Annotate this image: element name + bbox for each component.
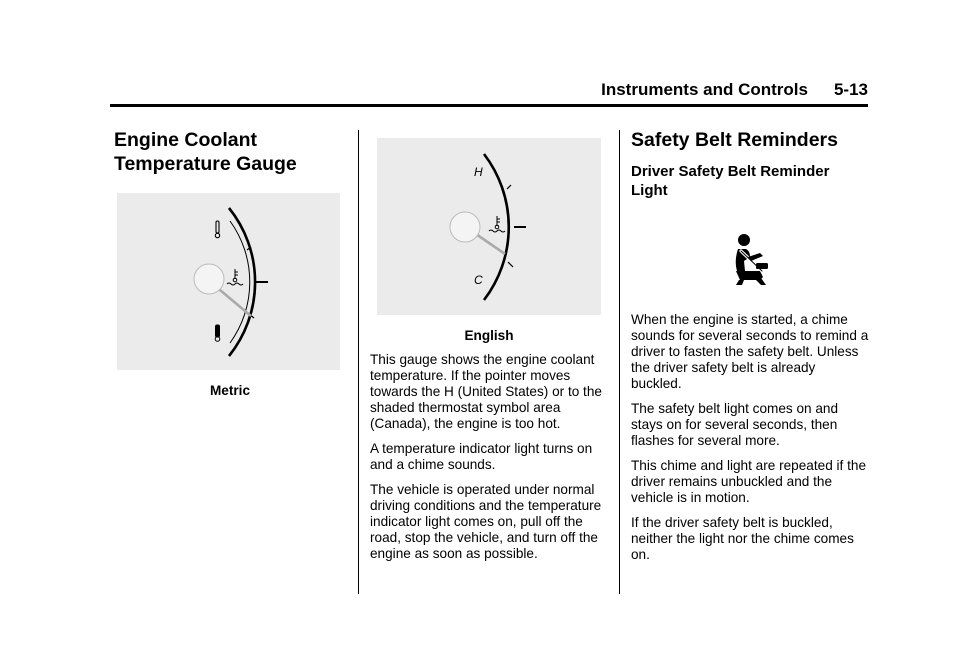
header-page-number: 5-13 (833, 80, 868, 99)
column-divider-left (358, 130, 359, 594)
seatbelt-reminder-icon (730, 233, 772, 285)
driver-belt-reminder-subheading-line2: Light (631, 182, 668, 199)
gauge-description-paragraph: This gauge shows the engine coolant temperature. If the pointer moves towards the H (United States) or to the shaded thermostat symbol area (Canada), the engine is too hot. (370, 352, 602, 431)
belt-light-paragraph: The safety belt light comes on and stays on for several seconds, then flashes for several more. (631, 401, 839, 448)
column-divider-right (619, 130, 620, 594)
seatbelt-icon-wrapper (730, 233, 772, 285)
coolant-gauge-english-icon (377, 138, 601, 315)
chime-paragraph: When the engine is started, a chime sounds for several seconds to remind a driver to fasten the safety belt. Unless the driver safety belt is already buckled. (631, 312, 869, 391)
gauge-high-label: H (474, 165, 483, 179)
column-1 (114, 128, 346, 399)
driver-belt-reminder-subheading (631, 162, 869, 200)
running-header (110, 80, 868, 104)
english-gauge-figure (377, 138, 601, 315)
header-section-title: Instruments and Controls (601, 80, 808, 99)
pull-off-road-paragraph: The vehicle is operated under normal driving conditions and the temperature indicator light comes on, pull off the road, stop the vehicle, and turn off the engine as soon as possible. (370, 482, 602, 561)
column-2 (370, 128, 608, 571)
column-3 (631, 128, 869, 572)
header-text (601, 80, 868, 100)
driver-belt-reminder-subheading-line1: Driver Safety Belt Reminder (631, 163, 830, 180)
coolant-gauge-heading (114, 128, 346, 176)
safety-belt-reminders-heading: Safety Belt Reminders (631, 129, 838, 151)
repeat-paragraph: This chime and light are repeated if the driver remains unbuckled and the vehicle is in motion. (631, 458, 867, 505)
metric-gauge-figure (117, 193, 340, 370)
english-caption: English (464, 328, 514, 343)
header-rule (110, 104, 868, 107)
metric-caption: Metric (209, 383, 251, 398)
gauge-low-label: C (474, 273, 483, 287)
indicator-light-paragraph: A temperature indicator light turns on and a chime sounds. (370, 441, 593, 472)
coolant-gauge-metric-icon (117, 193, 340, 370)
coolant-gauge-heading-line2: Temperature Gauge (114, 153, 297, 175)
buckled-paragraph: If the driver safety belt is buckled, neither the light nor the chime comes on. (631, 515, 854, 562)
coolant-gauge-heading-line1: Engine Coolant (114, 129, 257, 151)
